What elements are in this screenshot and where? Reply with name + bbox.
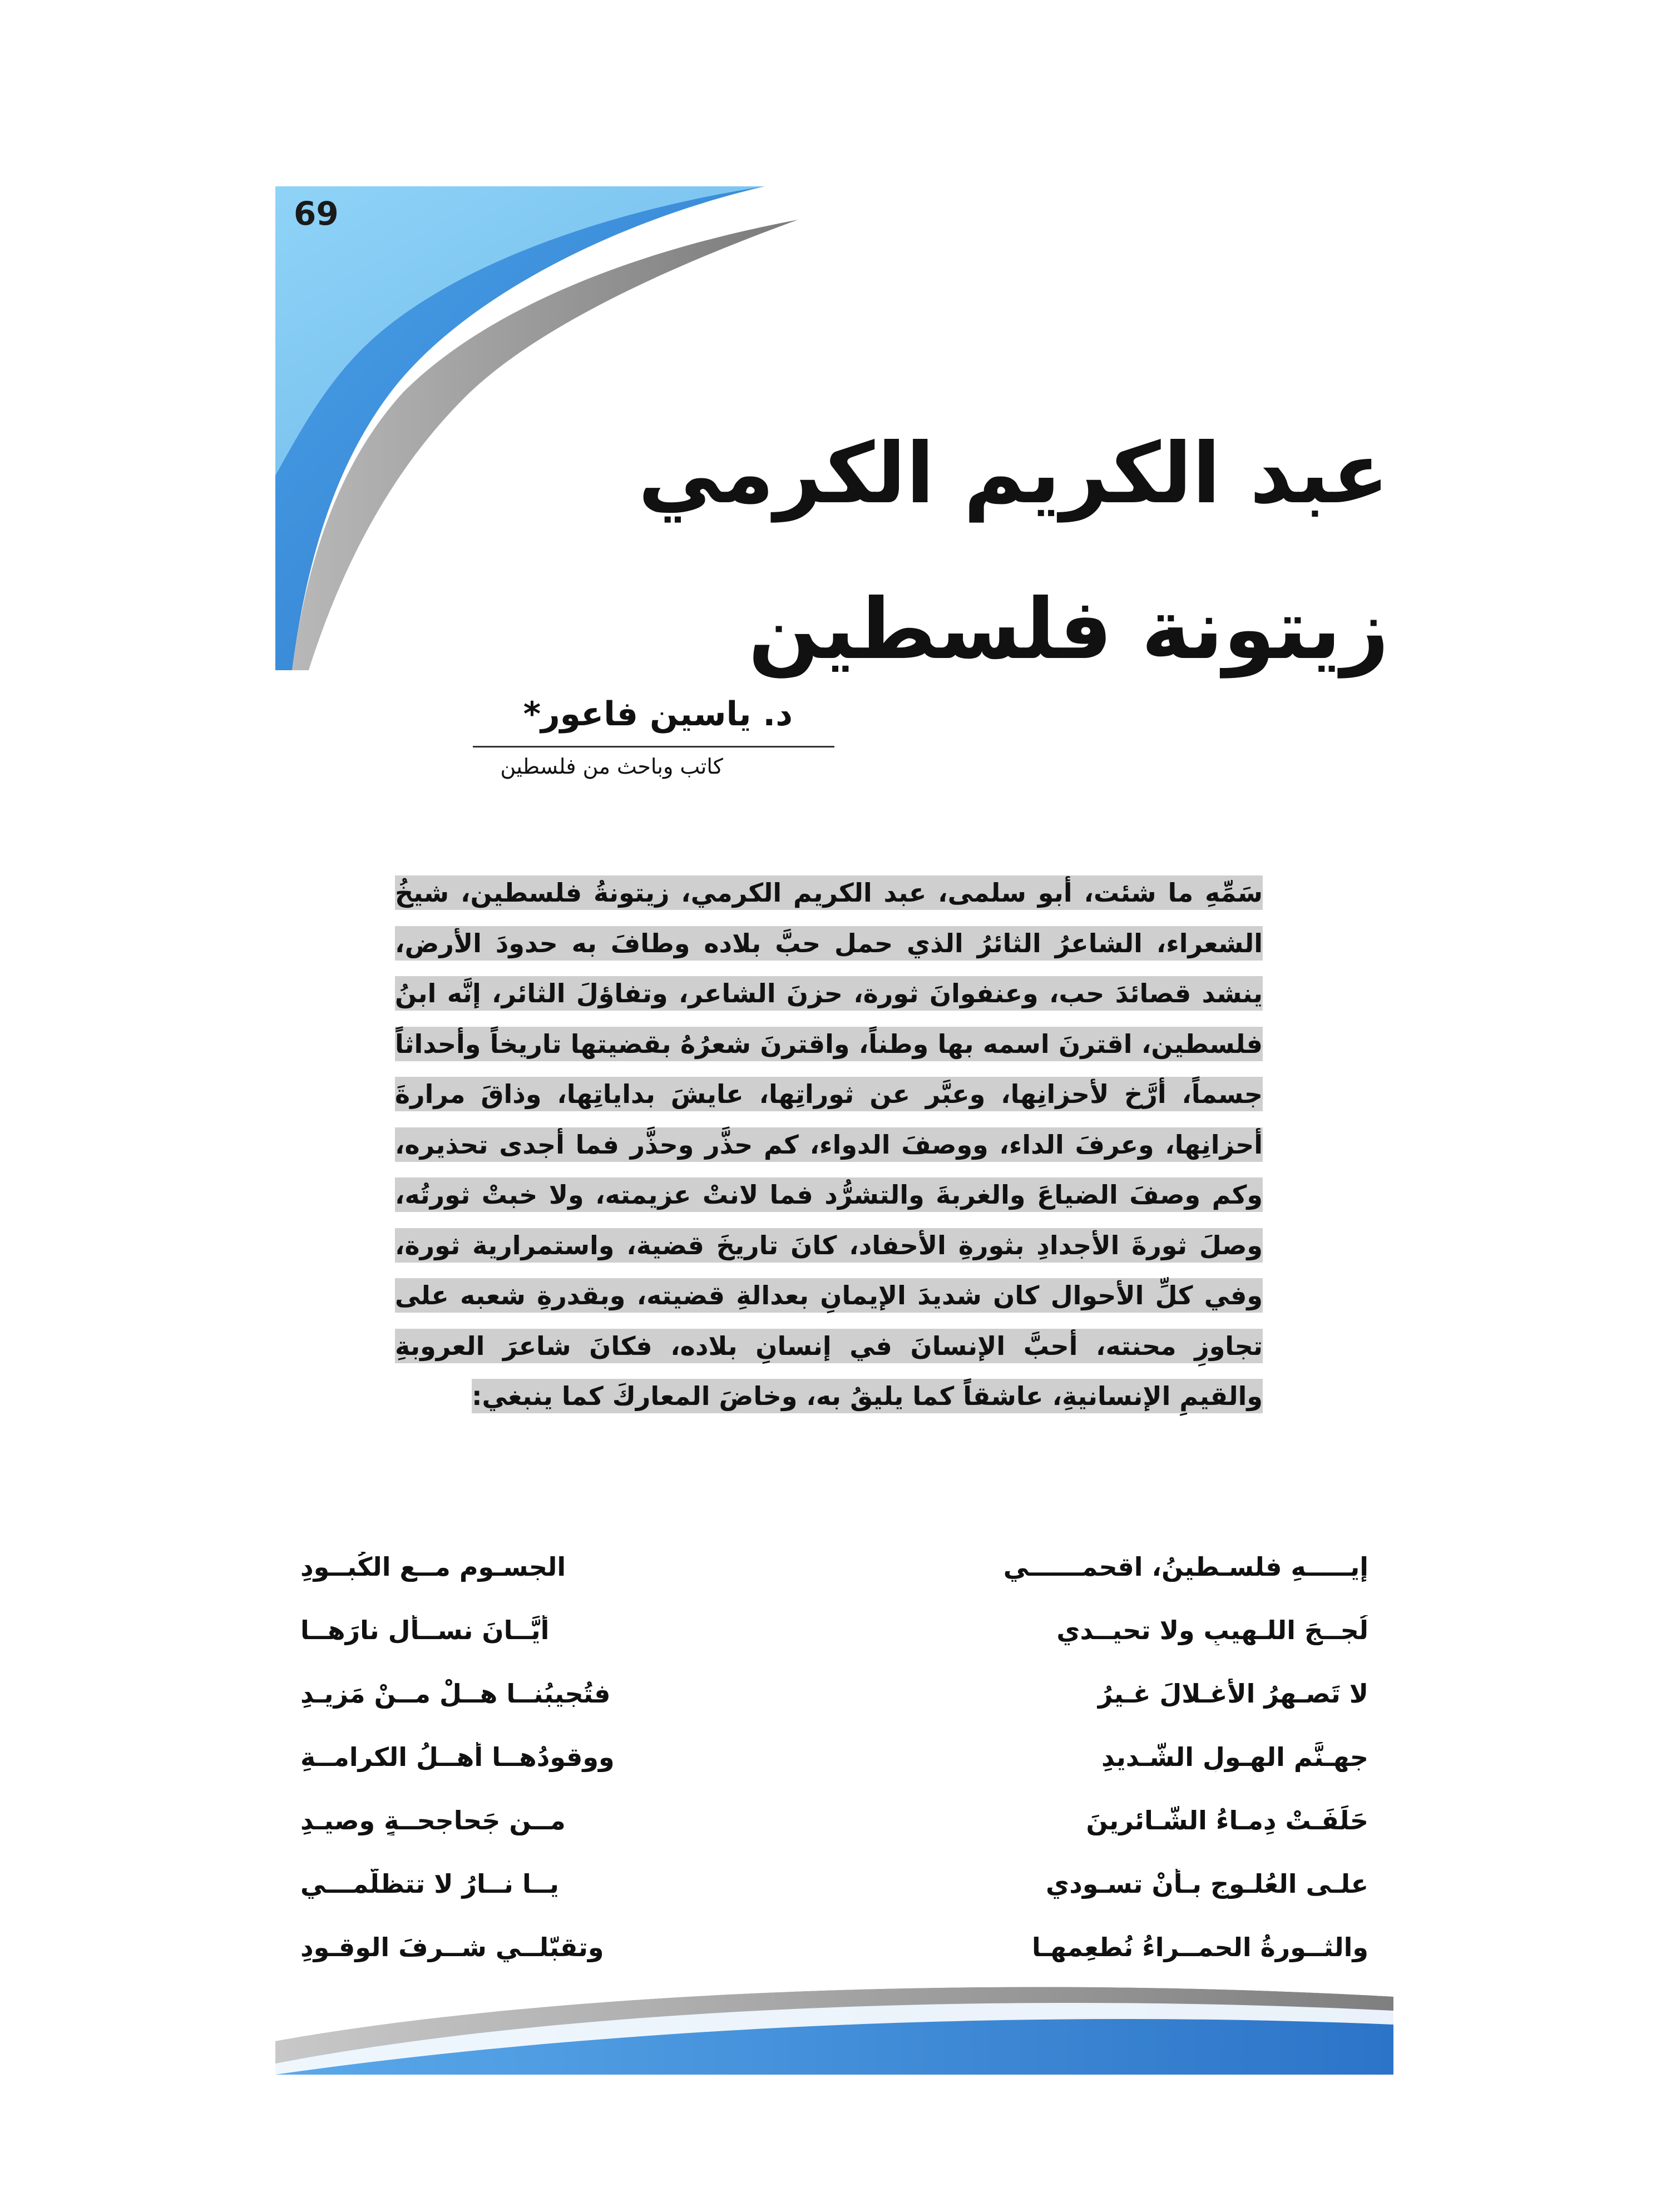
poem-first-hemistich: حَلَفَـتْ دِمـاءُ الشَّـائرينَ: [1086, 1805, 1368, 1835]
poem-verse: [300, 1725, 1368, 1789]
poem-first-hemistich: جهـنَّمِ الهـولِ الشَّـديدِ: [1101, 1742, 1368, 1772]
intro-highlighted-text: سَمِّهِ ما شئت، أبو سلمى، عبد الكريم الكرمي، زيتونةُ فلسطين، شيخُ الشعراء، الشاعرُ الثائرُ الذي حمل حبَّ بلاده وطافَ به حدودَ الأرض، ينشد قصائدَ حب، وعنفوانَ ثورة، حزنَ الشاعر، وتفاؤلَ الثائر، إنَّه ابنُ فلسطين، اقترنَ اسمه بها وطناً، واقترنَ شعرُهُ بقضيتها تاريخاً وأحداثاً جسماً، أرَّخ لأحزانِها، وعبَّر عن ثوراتِها، عايشَ بداياتِها، وذاقَ مرارةَ أحزانِها، وعرفَ الداء، ووصفَ الدواء، كم حذَّر وحذَّر فما أجدى تحذيره، وكم وصفَ الضياعَ والغربةَ والتشرُّد فما لانتْ عزيمته، ولا خبتْ ثورتُه، وصلَ ثورةَ الأجدادِ بثورةِ الأحفاد، كانَ تاريخَ قضية، واستمرارية ثورة، وفي كلِّ الأحوال كان شديدَ الإيمانِ بعدالةِ قضيته، وبقدرةِ شعبه على تجاوزِ محنته، أحبَّ الإنسانَ في إنسانِ بلاده، فكانَ شاعرَ العروبةِ والقيمِ الإنسانيةِ، عاشقاً كما يليقُ به، وخاضَ المعاركَ كما ينبغي:: [395, 875, 1263, 1413]
poem-verse: [300, 1535, 1368, 1599]
poem-second-hemistich: مــن جَحاجحــةٍ وصيـدِ: [300, 1805, 566, 1835]
poem-second-hemistich: ووقودُهــا أهــلُ الكرامــةِ: [300, 1742, 615, 1772]
poem-first-hemistich: إيـــــهِ فلسـطينُ، اقحمــــــي: [1003, 1552, 1368, 1582]
poem-second-hemistich: فتُجيبُنــا هــلْ مــنْ مَزيـدِ: [300, 1679, 611, 1709]
poem-verse: [300, 1852, 1368, 1916]
author-divider: [473, 746, 834, 748]
poem-verse: [300, 1916, 1368, 1979]
poem: [300, 1535, 1368, 1979]
article-title-line-2: زيتونة فلسطين: [748, 581, 1389, 678]
intro-paragraph: [395, 868, 1263, 1422]
footer-swoosh-graphic: [275, 1980, 1393, 2075]
poem-first-hemistich: لا تَصـهرُ الأغـلالَ غـيرُ: [1098, 1679, 1368, 1709]
author-role: كاتب وباحث من فلسطين: [500, 754, 723, 779]
poem-first-hemistich: والثــورةُ الحمــراءُ نُطعِمهـا: [1032, 1932, 1368, 1962]
page-number: 69: [294, 195, 339, 232]
article-title-line-1: عبد الكريم الكرمي: [638, 425, 1389, 522]
poem-second-hemistich: الجسـوم مــع الكُبــودِ: [300, 1552, 566, 1582]
author-name: د. ياسين فاعور*: [523, 695, 793, 734]
author-block: [473, 692, 834, 779]
poem-first-hemistich: علـى العُلـوجِ بـأنْ تسـودي: [1046, 1869, 1368, 1899]
poem-verse: [300, 1662, 1368, 1725]
poem-verse: [300, 1789, 1368, 1852]
poem-second-hemistich: وتقبّلــي شــرفَ الوقـودِ: [300, 1932, 604, 1962]
poem-second-hemistich: أيَّــانَ نســأل نارَهــا: [300, 1615, 550, 1645]
poem-second-hemistich: يــا نــارُ لا تتظلّمـــي: [300, 1869, 559, 1899]
poem-first-hemistich: لُجــجَ اللـهيبِ ولا تحيــدي: [1056, 1615, 1368, 1645]
poem-verse: [300, 1599, 1368, 1662]
